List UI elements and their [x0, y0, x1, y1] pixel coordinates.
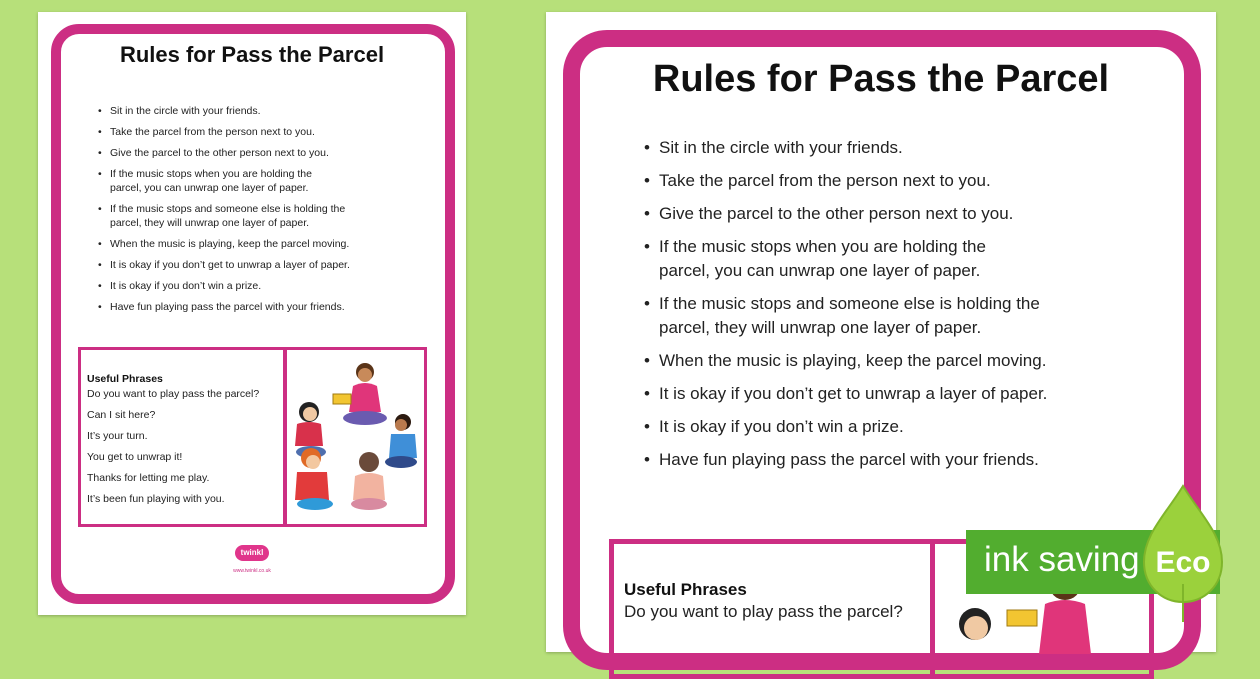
- eco-leaf-icon: [1140, 484, 1226, 624]
- rule-item: • When the music is playing, keep the parcel moving.: [98, 237, 398, 251]
- rule-item: • If the music stops when you are holding the parcel, you can unwrap one layer of paper.: [98, 167, 398, 195]
- rule-item: • Have fun playing pass the parcel with your friends.: [98, 300, 398, 314]
- eco-label: Eco: [1155, 546, 1211, 579]
- rule-item: • Sit in the circle with your friends.: [98, 104, 398, 118]
- rules-list: [98, 104, 398, 321]
- rule-item: • If the music stops and someone else is holding the parcel, they will unwrap one layer of paper.: [644, 292, 1124, 340]
- rule-item: • It is okay if you don’t get to unwrap a layer of paper.: [644, 382, 1124, 406]
- phrase-item: It’s your turn.: [87, 430, 148, 442]
- phrases-list: [624, 602, 903, 632]
- illustration-box: [284, 347, 427, 527]
- rule-item: • Take the parcel from the person next to you.: [644, 169, 1124, 193]
- rules-list: [644, 136, 1124, 481]
- rule-item: • Give the parcel to the other person next to you.: [98, 146, 398, 160]
- phrase-item: You get to unwrap it!: [87, 451, 183, 463]
- rule-item: • If the music stops when you are holding the parcel, you can unwrap one layer of paper.: [644, 235, 1124, 283]
- rule-item: • Sit in the circle with your friends.: [644, 136, 1124, 160]
- useful-phrases-title: Useful Phrases: [624, 580, 747, 599]
- rule-item: • Take the parcel from the person next to you.: [98, 125, 398, 139]
- ink-saving-label: ink saving: [984, 540, 1140, 579]
- poster-title: Rules for Pass the Parcel: [652, 58, 1110, 100]
- poster-preview-small[interactable]: [38, 12, 466, 615]
- children-illustration: [287, 350, 424, 524]
- phrase-item: It’s been fun playing with you.: [87, 493, 225, 505]
- rule-item: • It is okay if you don’t get to unwrap a layer of paper.: [98, 258, 398, 272]
- rule-item: • Have fun playing pass the parcel with your friends.: [644, 448, 1124, 472]
- rule-item: • Give the parcel to the other person next to you.: [644, 202, 1124, 226]
- useful-phrases-title: Useful Phrases: [87, 373, 163, 385]
- phrase-item: Do you want to play pass the parcel?: [624, 602, 903, 621]
- rule-item: • It is okay if you don’t win a prize.: [98, 279, 398, 293]
- phrase-item: Thanks for letting me play.: [87, 472, 210, 484]
- rule-item: • When the music is playing, keep the parcel moving.: [644, 349, 1124, 373]
- rule-item: • If the music stops and someone else is holding the parcel, they will unwrap one layer of paper.: [98, 202, 398, 230]
- phrases-list: [87, 388, 259, 514]
- phrase-item: Can I sit here?: [87, 409, 156, 421]
- poster-title: Rules for Pass the Parcel: [119, 42, 385, 67]
- phrase-item: Do you want to play pass the parcel?: [87, 388, 260, 400]
- rule-item: • It is okay if you don’t win a prize.: [644, 415, 1124, 439]
- twinkl-url: www.twinkl.co.uk: [233, 568, 271, 574]
- twinkl-logo: twinkl: [235, 545, 269, 561]
